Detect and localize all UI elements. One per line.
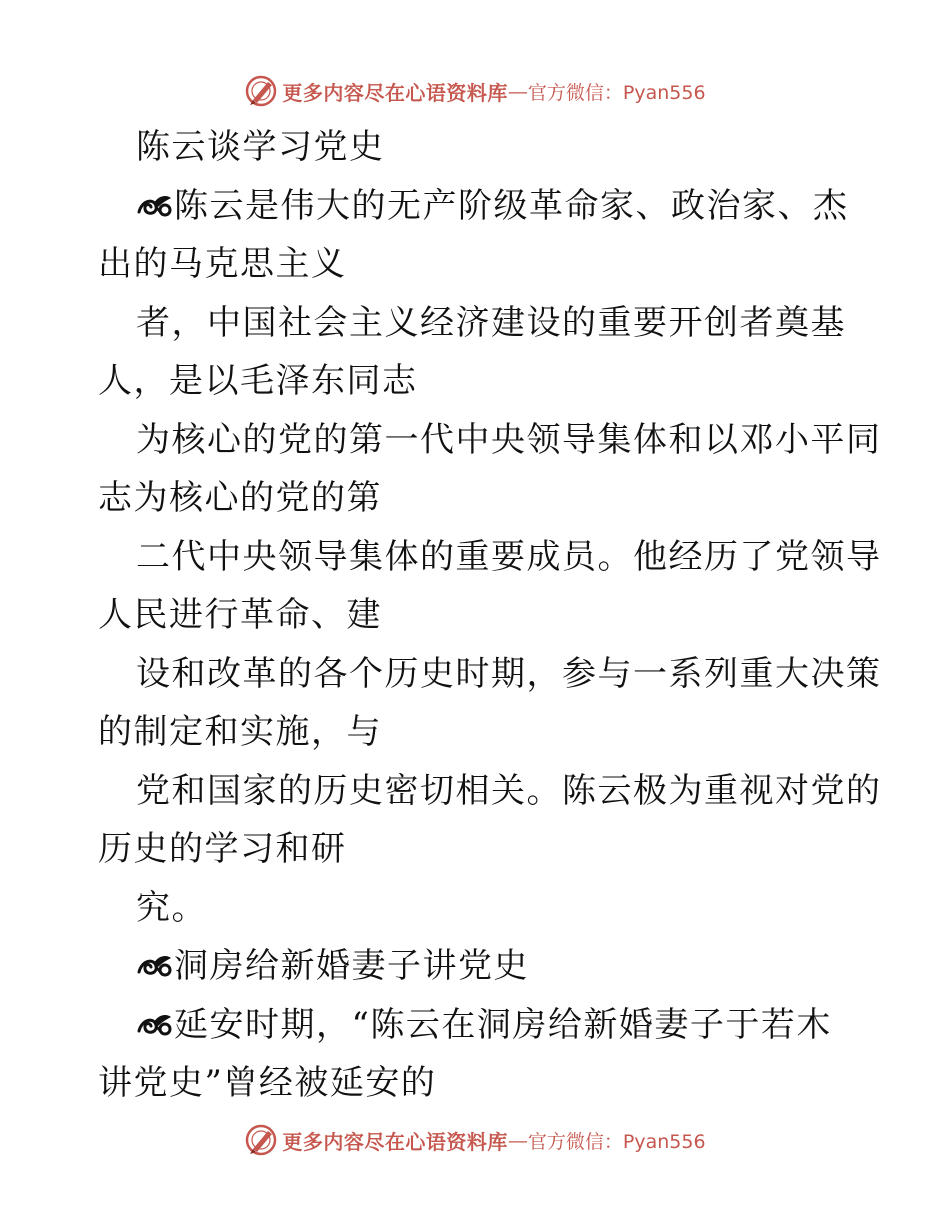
floral-bullet-icon <box>136 950 174 980</box>
pen-seal-logo-icon <box>244 1123 278 1157</box>
paragraph-line: 的制定和实施，与 <box>98 712 382 752</box>
paragraph-line: 为核心的党的第一代中央领导集体和以邓小平同 <box>136 419 882 460</box>
header-contact-text: 官方微信：Pyan556 <box>527 81 706 104</box>
paragraph-line <box>98 177 858 236</box>
heading-text: 洞房给新婚妻子讲党史 <box>174 946 529 986</box>
paragraph-line: 历史的学习和研 <box>98 829 347 869</box>
paragraph-line: 党和国家的历史密切相关。陈云极为重视对党的 <box>136 770 882 811</box>
footer-contact-text: 官方微信：Pyan556 <box>527 1130 706 1153</box>
header-separator: — <box>507 79 528 103</box>
pen-seal-logo-icon <box>244 74 278 108</box>
line-text: 陈云是伟大的无产阶级革命家、政治家、杰 <box>174 185 849 226</box>
header-banner <box>0 74 950 108</box>
document-title: 陈云谈学习党史 <box>136 127 385 167</box>
paragraph-line: 出的马克思主义 <box>98 244 347 284</box>
section-heading <box>98 937 858 996</box>
line-text: 延安时期，“陈云在洞房给新婚妻子于若木 <box>174 1004 832 1045</box>
floral-bullet-icon <box>136 190 174 220</box>
paragraph-line: 志为核心的党的第 <box>98 478 382 518</box>
header-brand-text: 更多内容尽在心语资料库 <box>282 80 508 105</box>
paragraph-line <box>98 996 858 1055</box>
paragraph-line: 二代中央领导集体的重要成员。他经历了党领导 <box>136 536 882 577</box>
footer-separator: — <box>507 1128 528 1152</box>
paragraph-line: 讲党史”曾经被延安的 <box>98 1063 437 1103</box>
floral-bullet-icon <box>136 1009 174 1039</box>
paragraph-line: 究。 <box>136 887 207 928</box>
paragraph-line: 者，中国社会主义经济建设的重要开创者奠基 <box>136 302 846 343</box>
paragraph-line: 人，是以毛泽东同志 <box>98 361 418 401</box>
paragraph-line: 设和改革的各个历史时期，参与一系列重大决策 <box>136 653 882 694</box>
paragraph-line: 人民进行革命、建 <box>98 595 382 635</box>
document-body <box>98 118 882 1113</box>
footer-brand-text: 更多内容尽在心语资料库 <box>282 1129 508 1154</box>
footer-banner <box>0 1123 950 1157</box>
